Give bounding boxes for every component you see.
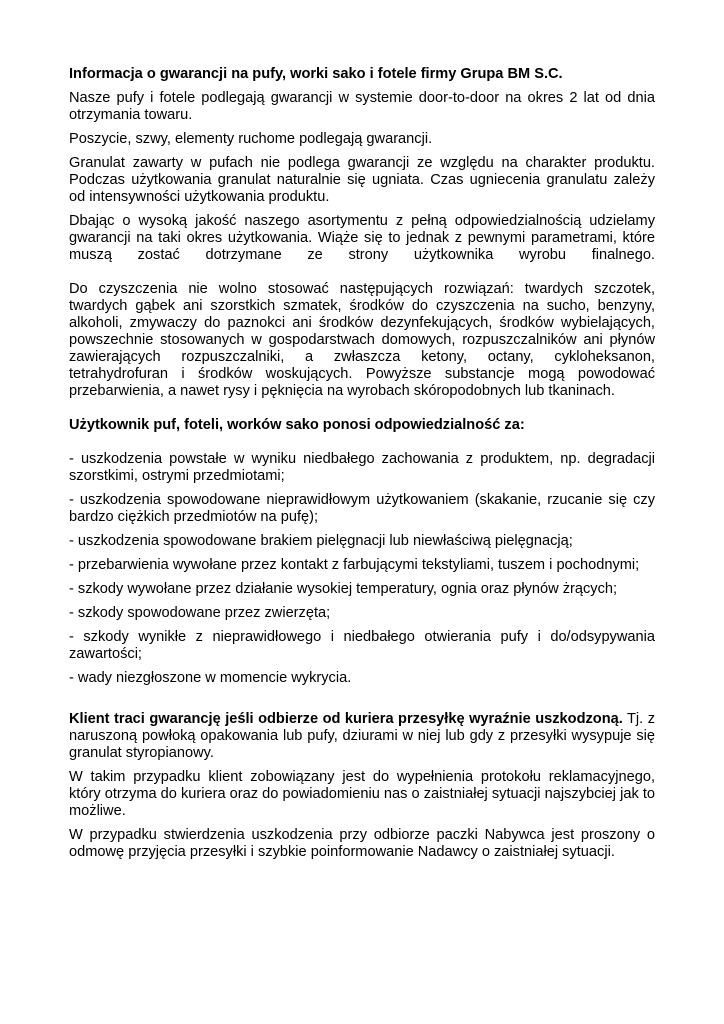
warranty-loss-detail: Tj. z naruszoną powłoką opakowania lub pufy, dziurami w niej lub gdy z przesyłki wysypuje się granulat styropianowy. xyxy=(69,711,655,761)
list-item: - szkody wywołane przez działanie wysokiej temperatury, ognia oraz płynów żrących; xyxy=(69,581,618,597)
list-item: - uszkodzenia powstałe w wyniku niedbałego zachowania z produktem, np. degradacji szorstkimi, ostrymi przedmiotami; xyxy=(69,451,655,484)
intro-paragraph-4: Dbając o wysoką jakość naszego asortymentu z pełną odpowiedzialnością udzielamy gwarancji na taki okres użytkowania. Wiąże się to jednak z pewnymi parametrami, które muszą zostać dotrzymane ze strony użytkownika wyrobu finalnego. xyxy=(69,213,655,263)
cleaning-paragraph: Do czyszczenia nie wolno stosować następujących rozwiązań: twardych szczotek, twardych gąbek ani szorstkich szmatek, środków do czyszczenia na sucho, benzyny, alkoholi, zmywaczy do paznokci ani środków dezynfekujących, środków wybielających, powszechnie stosowanych w gospodarstwach domowych, rozpuszczalników ani płynów zawierających rozpuszczalniki, a zwłaszcza ketony, octany, cykloheksanon, tetrahydrofuran i środków woskujących. Powyższe substancje mogą powodować przebarwienia, a nawet rysy i pęknięcia na wyrobach skóropodobnych lub tkaninach. xyxy=(69,281,655,399)
intro-paragraph-1: Nasze pufy i fotele podlegają gwarancji w systemie door-to-door na okres 2 lat od dnia otrzymania towaru. xyxy=(69,90,655,123)
list-item: - przebarwienia wywołane przez kontakt z farbującymi tekstyliami, tuszem i pochodnymi; xyxy=(69,557,640,573)
list-item: - szkody spowodowane przez zwierzęta; xyxy=(69,605,331,621)
protocol-paragraph: W takim przypadku klient zobowiązany jest do wypełnienia protokołu reklamacyjnego, który otrzyma do kuriera oraz do powiadomieniu nas o zaistniałej sytuacji najszybciej jak to możliwe. xyxy=(69,769,655,819)
list-item: - uszkodzenia spowodowane nieprawidłowym użytkowaniem (skakanie, rzucanie się czy bardzo ciężkich przedmiotów na pufę); xyxy=(69,492,655,525)
document-title: Informacja o gwarancji na pufy, worki sako i fotele firmy Grupa BM S.C. xyxy=(69,66,563,82)
intro-paragraph-2: Poszycie, szwy, elementy ruchome podlegają gwarancji. xyxy=(69,131,433,147)
intro-paragraph-3: Granulat zawarty w pufach nie podlega gwarancji ze względu na charakter produktu. Podczas użytkowania granulat naturalnie się ugniata. Czas ugniecenia granulatu zależy od intensywności użytkowania produktu. xyxy=(69,155,655,205)
list-item: - szkody wynikłe z nieprawidłowego i niedbałego otwierania pufy i do/odsypywania zawartości; xyxy=(69,629,655,662)
refusal-paragraph: W przypadku stwierdzenia uszkodzenia przy odbiorze paczki Nabywca jest proszony o odmowę przyjęcia przesyłki i szybkie poinformowanie Nadawcy o zaistniałej sytuacji. xyxy=(69,827,655,860)
document-page xyxy=(69,66,655,868)
responsibility-heading: Użytkownik puf, foteli, worków sako ponosi odpowiedzialność za: xyxy=(69,417,525,433)
responsibility-list xyxy=(69,451,655,687)
list-item: - wady niezgłoszone w momencie wykrycia. xyxy=(69,670,352,686)
warranty-loss-emphasis: Klient traci gwarancję jeśli odbierze od kuriera przesyłkę wyraźnie uszkodzoną. xyxy=(69,711,623,727)
warranty-loss-paragraph xyxy=(69,711,655,762)
list-item: - uszkodzenia spowodowane brakiem pielęgnacji lub niewłaściwą pielęgnacją; xyxy=(69,533,573,549)
